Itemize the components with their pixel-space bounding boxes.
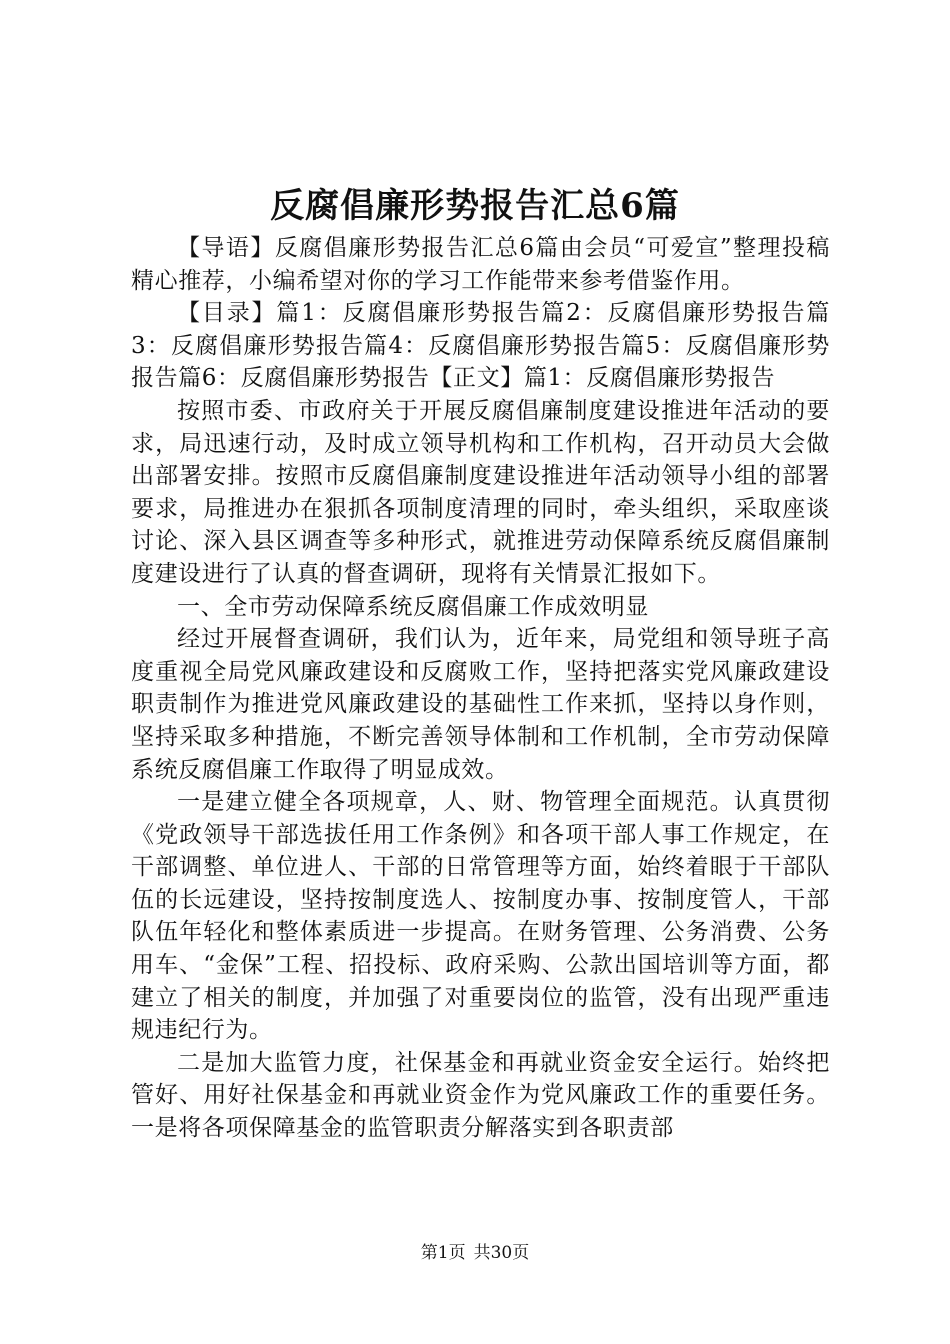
- paragraph-point-one: 一是建立健全各项规章，人、财、物管理全面规范。认真贯彻《党政领导干部选拔任用工作条例》和各项干部人事工作规定，在干部调整、单位进人、干部的日常管理等方面，始终着眼于干部队伍的长远建设，坚持按制度选人、按制度办事、按制度管人，干部队伍年轻化和整体素质进一步提高。在财务管理、公务消费、公务用车、“金保”工程、招投标、政府采购、公款出国培训等方面，都建立了相关的制度，并加强了对重要岗位的监管，没有出现严重违规违纪行为。: [131, 789, 830, 1044]
- paragraph-point-two: 二是加大监管力度，社保基金和再就业资金安全运行。始终把管好、用好社保基金和再就业资金作为党风廉政工作的重要任务。一是将各项保障基金的监管职责分解落实到各职责部: [131, 1049, 830, 1142]
- page-total: 共30页: [473, 1243, 530, 1263]
- page-number: 第1页: [420, 1243, 466, 1263]
- paragraph-intro: 【导语】反腐倡廉形势报告汇总6篇由会员“可爱宣”整理投稿精心推荐，小编希望对你的学习工作能带来参考借鉴作用。: [131, 235, 830, 294]
- paragraph-contents: 【目录】篇1：反腐倡廉形势报告篇2：反腐倡廉形势报告篇3：反腐倡廉形势报告篇4：反腐倡廉形势报告篇5：反腐倡廉形势报告篇6：反腐倡廉形势报告【正文】篇1：反腐倡廉形势报告: [131, 300, 830, 392]
- document-body: [131, 232, 830, 1145]
- document-title: 反腐倡廉形势报告汇总6篇: [270, 186, 680, 226]
- section-heading: 一、全市劳动保障系统反腐倡廉工作成效明显: [177, 593, 649, 620]
- paragraph-background: 按照市委、市政府关于开展反腐倡廉制度建设推进年活动的要求，局迅速行动，及时成立领导机构和工作机构，召开动员大会做出部署安排。按照市反腐倡廉制度建设推进年活动领导小组的部署要求，局推进办在狠抓各项制度清理的同时，牵头组织，采取座谈讨论、深入县区调查等多种形式，就推进劳动保障系统反腐倡廉制度建设进行了认真的督查调研，现将有关情景汇报如下。: [131, 397, 830, 587]
- page-footer: [0, 1241, 950, 1265]
- paragraph-findings: 经过开展督查调研，我们认为，近年来，局党组和领导班子高度重视全局党风廉政建设和反腐败工作，坚持把落实党风廉政建设职责制作为推进党风廉政建设的基础性工作来抓，坚持以身作则，坚持采取多种措施，不断完善领导体制和工作机制，全市劳动保障系统反腐倡廉工作取得了明显成效。: [131, 626, 830, 783]
